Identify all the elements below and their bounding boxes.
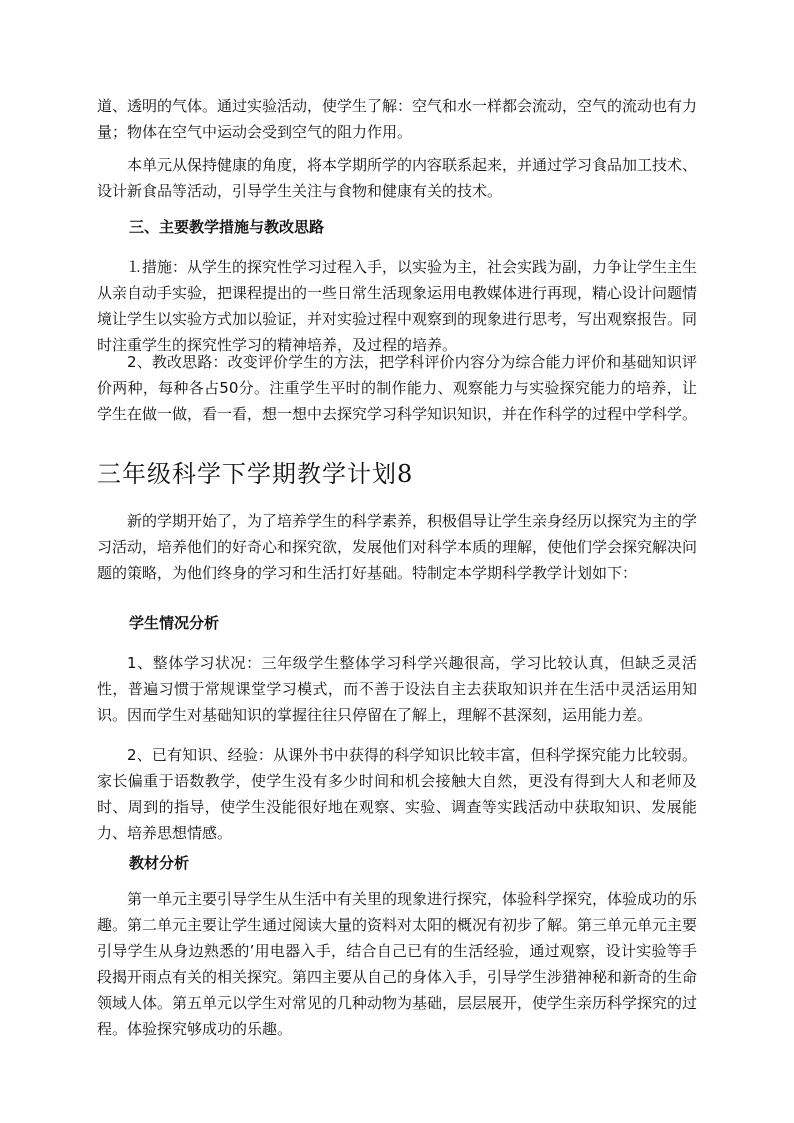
- paragraph-text: 2、教改思路：改变评价学生的方法，把学科评价内容分为综合能力评价和基础知识评价两种，每种各占50分。注重学生平时的制作能力、观察能力与实验探究能力的培养，让学生在做一做，看一看，想一想中去探究学习科学知识知识，并在作科学的过程中学科学。: [97, 353, 698, 423]
- title-text: 三年级科学下学期教学计划8: [97, 460, 414, 488]
- heading-text: 三、主要教学措施与教改思路: [129, 218, 325, 236]
- section-heading-measures: [97, 214, 697, 240]
- section-heading-textbook: [97, 850, 697, 876]
- paragraph-textbook: [97, 886, 697, 1042]
- paragraph-measures-2: [97, 349, 697, 427]
- paragraph-text: ⒈措施：从学生的探究性学习过程入手，以实验为主，社会实践为副，力争让学生主生从亲自动手实验，把课程提出的一些日常生活现象运用电教媒体进行再现，精心设计问题情境让学生以实验方式加以验证，并对实验过程中观察到的现象进行思考，写出观察报告。同时注重学生的探究性学习的精神培养，及过程的培养。: [97, 258, 698, 354]
- section-heading-students: [97, 610, 697, 636]
- paragraph-intro: [97, 508, 697, 586]
- paragraph-text: 2、已有知识、经验：从课外书中获得的科学知识比较丰富，但科学探究能力比较弱。家长偏重于语数教学，使学生没有多少时间和机会接触大自然，更没有得到大人和老师及时、周到的指导，使学生没能很好地在观察、实验、调查等实践活动中获取知识、发展能力、培养思想情感。: [97, 746, 697, 842]
- paragraph-measures-1: [97, 254, 697, 358]
- paragraph-unit-summary: [97, 152, 697, 204]
- heading-text: 学生情况分析: [129, 614, 220, 632]
- paragraph-text: 本单元从保持健康的角度，将本学期所学的内容联系起来，并通过学习食品加工技术、设计新食品等活动，引导学生关注与食物和健康有关的技术。: [97, 156, 698, 200]
- paragraph-students-1: [97, 650, 697, 728]
- paragraph-continuation: [97, 93, 697, 145]
- heading-text: 教材分析: [129, 854, 190, 872]
- document-title: [97, 457, 697, 491]
- paragraph-text: 第一单元主要引导学生从生活中有关里的现象进行探究，体验科学探究，体验成功的乐趣。第二单元主要让学生通过阅读大量的资料对太阳的概况有初步了解。第三单元单元主要引导学生从身边熟悉的’用电器入手，结合自己已有的生活经验，通过观察，设计实验等手段揭开雨点有关的相关探究。第四主要从自己的身体入手，引导学生涉猎神秘和新奇的生命领域人体。第五单元以学生对常见的几种动物为基础，层层展开，使学生亲历科学探究的过程。体验探究够成功的乐趣。: [97, 890, 698, 1038]
- paragraph-students-2: [97, 742, 697, 846]
- paragraph-text: 1、整体学习状况：三年级学生整体学习科学兴趣很高，学习比较认真，但缺乏灵活性，普遍习惯于常规课堂学习模式，而不善于设法自主去获取知识并在生活中灵活运用知识。因而学生对基础知识的掌握往往只停留在了解上，理解不甚深刻，运用能力差。: [97, 654, 697, 724]
- paragraph-text: 道、透明的气体。通过实验活动，使学生了解：空气和水一样都会流动，空气的流动也有力量；物体在空气中运动会受到空气的阻力作用。: [97, 97, 698, 141]
- paragraph-text: 新的学期开始了，为了培养学生的科学素养，积极倡导让学生亲身经历以探究为主的学习活动，培养他们的好奇心和探究欲，发展他们对科学本质的理解，使他们学会探究解决问题的策略，为他们终身的学习和生活打好基础。特制定本学期科学教学计划如下：: [97, 512, 698, 582]
